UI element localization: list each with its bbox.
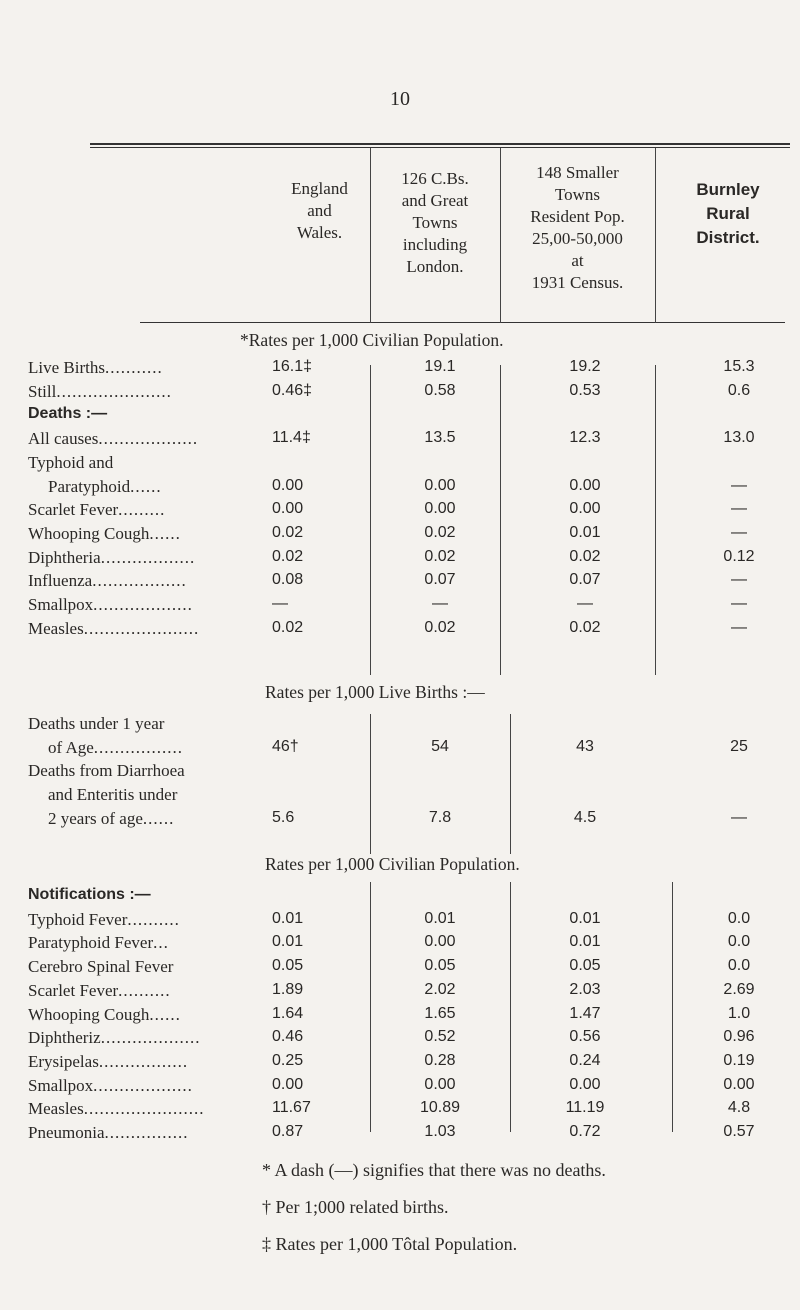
top-rule (90, 143, 790, 145)
row-value: 0.01 (272, 909, 304, 927)
row-label-text: Influenza (28, 571, 93, 591)
row-value: — (577, 595, 593, 612)
row-label-text: and Enteritis under (48, 785, 178, 805)
row-label-text: Measles (28, 1099, 84, 1119)
row-label-text: Pneumonia (28, 1123, 105, 1142)
header-burnley: Burnley Rural District. (696, 180, 760, 247)
leader-dots: ................... (93, 1075, 193, 1095)
row-label-text: Erysipelas (28, 1051, 99, 1071)
row-label-text: Deaths from Diarrhoea (28, 761, 185, 781)
row-value: 0.53 (569, 381, 601, 399)
row-value: — (432, 595, 448, 612)
leader-dots: ...... (149, 523, 181, 543)
row-label-text: Deaths :— (28, 405, 108, 423)
row-label (28, 524, 181, 544)
table-row (0, 957, 800, 981)
row-value: 0.00 (569, 500, 601, 518)
header-divider (655, 148, 656, 323)
row-value: 16.1‡ (272, 358, 313, 375)
row-label (28, 761, 185, 781)
row-value: 0.00 (272, 476, 304, 494)
row-value: 0.24 (569, 1051, 601, 1069)
row-value: 0.0 (727, 933, 751, 951)
row-label (28, 548, 195, 568)
table-row (0, 761, 800, 785)
row-label (28, 910, 180, 930)
row-value: 0.0 (727, 957, 751, 975)
row-value: 0.12 (723, 547, 755, 565)
row-value: 12.3 (569, 429, 601, 447)
leader-dots: ......... (118, 500, 166, 520)
row-label (28, 981, 171, 1001)
header-divider (500, 148, 501, 323)
row-value: 0.52 (424, 1028, 456, 1046)
header-smaller-towns: 148 Smaller Towns Resident Pop. 25,00-50,000 at 1931 Census. (530, 163, 625, 292)
row-label (28, 1123, 189, 1143)
row-value: 46† (272, 737, 299, 755)
row-value: 2.02 (424, 980, 456, 998)
row-label-text: Scarlet Fever (28, 980, 119, 1000)
leader-dots: ................... (100, 1028, 201, 1048)
row-label (28, 1028, 200, 1048)
table-row (0, 910, 800, 934)
table-row (0, 524, 800, 548)
row-value: 19.1 (424, 358, 456, 375)
leader-dots: ...................... (56, 381, 172, 401)
row-value: 0.00 (424, 500, 456, 518)
row-value: 0.07 (569, 571, 601, 589)
row-value: 11.4‡ (272, 429, 311, 447)
table-row (0, 477, 800, 501)
row-value: 0.57 (723, 1123, 755, 1140)
row-label-text: Smallpox (28, 1075, 94, 1095)
table-row (0, 358, 800, 382)
row-value: 0.02 (424, 618, 456, 636)
row-value: 0.00 (569, 476, 601, 494)
section-title: *Rates per 1,000 Civilian Population. (240, 330, 504, 350)
row-value: 0.00 (424, 1075, 456, 1093)
row-value: 13.0 (723, 429, 755, 447)
leader-dots: .......... (118, 980, 171, 1000)
row-value: 10.89 (419, 1099, 461, 1117)
leader-dots: .......... (127, 909, 180, 929)
row-label (28, 1052, 188, 1072)
row-label (48, 809, 174, 829)
header-bottom-rule (140, 322, 785, 323)
row-label (28, 1076, 193, 1096)
row-value: 43 (576, 737, 594, 755)
row-label (48, 738, 183, 758)
row-label-text: Deaths under 1 year (28, 714, 165, 733)
footnote: † Per 1;000 related births. (262, 1197, 449, 1217)
leader-dots: ...... (142, 808, 175, 828)
row-value: 0.01 (569, 523, 601, 541)
leader-dots: ....................... (83, 1099, 205, 1119)
row-value: — (731, 500, 747, 518)
row-label-text: Whooping Cough (28, 1004, 150, 1024)
footnote: * A dash (—) signifies that there was no deaths. (262, 1160, 606, 1180)
row-value: 0.02 (272, 547, 304, 565)
row-label (28, 500, 165, 520)
row-label (28, 382, 172, 402)
table-row (0, 1052, 800, 1076)
row-value: 0.58 (424, 381, 456, 399)
row-value: 1.64 (272, 1004, 304, 1022)
row-value: 0.6 (727, 381, 751, 399)
row-value: — (731, 523, 747, 541)
row-value: 0.02 (569, 547, 601, 565)
row-value: 54 (431, 737, 449, 755)
row-value: 7.8 (428, 808, 452, 826)
row-label (28, 453, 113, 473)
table-row (0, 1123, 800, 1147)
row-value: 1.89 (272, 980, 304, 998)
row-value: 0.05 (569, 957, 601, 975)
leader-dots: ........... (104, 358, 163, 377)
row-label-text: Diphtheria (28, 547, 101, 567)
row-value: 0.46‡ (272, 381, 313, 399)
row-label-text: Notifications :— (28, 886, 151, 903)
row-value: 0.87 (272, 1123, 304, 1140)
table-row (0, 981, 800, 1005)
leader-dots: ................... (93, 595, 193, 614)
row-value: 0.00 (272, 500, 304, 518)
row-value: — (731, 595, 747, 612)
footnote: ‡ Rates per 1,000 Tôtal Population. (262, 1234, 518, 1254)
row-label-text: Typhoid Fever (28, 909, 128, 929)
leader-dots: .................. (100, 547, 196, 567)
row-value: 0.05 (272, 957, 304, 975)
leader-dots: ...... (149, 1004, 181, 1024)
row-value: 11.67 (272, 1099, 311, 1117)
table-row (0, 429, 800, 453)
row-value: — (731, 476, 747, 494)
table-row (0, 1076, 800, 1100)
header-england-wales: England and Wales. (291, 179, 348, 242)
row-label (28, 1099, 204, 1119)
row-value: 15.3 (723, 358, 755, 375)
table-row (0, 809, 800, 833)
table-row (0, 571, 800, 595)
row-label-text: Smallpox (28, 595, 94, 614)
row-value: 0.02 (569, 618, 601, 636)
row-value: 0.19 (723, 1051, 755, 1069)
row-value: 0.02 (424, 523, 456, 541)
leader-dots: ...... (130, 476, 162, 496)
row-value: 4.8 (727, 1099, 751, 1117)
row-label (28, 595, 193, 615)
row-value: 0.05 (424, 957, 456, 975)
row-label-text: Paratyphoid Fever (28, 933, 154, 953)
row-label (48, 785, 177, 805)
row-label-text: Scarlet Fever (28, 500, 119, 520)
leader-dots: ................ (104, 1123, 189, 1142)
header-divider (370, 148, 371, 323)
row-label-text: Still (28, 381, 57, 401)
row-value: 0.00 (424, 933, 456, 951)
table-row (0, 405, 800, 429)
row-value: 4.5 (573, 808, 597, 826)
table-row (0, 714, 800, 738)
section-title: Rates per 1,000 Civilian Population. (265, 854, 520, 874)
row-label-text: Cerebro Spinal Fever (28, 957, 174, 977)
row-label-text: Paratyphoid (48, 476, 131, 496)
table-row (0, 1099, 800, 1123)
table-row (0, 595, 800, 619)
section-title: Rates per 1,000 Live Births :— (265, 682, 485, 702)
row-value: — (731, 808, 747, 826)
row-value: 0.07 (424, 571, 456, 589)
row-value: 0.72 (569, 1123, 601, 1140)
row-value: 25 (730, 737, 748, 755)
row-value: 0.02 (424, 547, 456, 565)
leader-dots: .................. (92, 571, 187, 591)
row-label-text: of Age (48, 737, 94, 757)
row-value: 0.01 (569, 933, 601, 951)
leader-dots: ... (153, 933, 169, 953)
row-label-text: Whooping Cough (28, 523, 150, 543)
row-label (28, 933, 169, 953)
row-label-text: Typhoid and (28, 452, 114, 472)
row-label (28, 358, 163, 378)
table-row (0, 619, 800, 643)
row-value: 0.02 (272, 618, 304, 636)
row-label (28, 957, 173, 977)
table-row (0, 933, 800, 957)
row-label (28, 886, 151, 904)
page-number: 10 (390, 88, 410, 110)
row-label (28, 405, 107, 423)
row-label-text: Live Births (28, 358, 105, 377)
row-label-text: Measles (28, 618, 84, 638)
row-value: 2.03 (569, 980, 601, 998)
header-great-towns: 126 C.Bs. and Great Towns including London. (401, 169, 469, 276)
row-value: — (731, 618, 747, 636)
row-label (28, 1005, 181, 1025)
row-value: 0.0 (727, 909, 751, 927)
row-value: 2.69 (723, 980, 755, 998)
table-row (0, 500, 800, 524)
table-row (0, 1028, 800, 1052)
row-value: 0.56 (569, 1028, 601, 1046)
table-row (0, 1005, 800, 1029)
table-row (0, 548, 800, 572)
table-row (0, 453, 800, 477)
row-value: 0.25 (272, 1051, 304, 1069)
row-value: 0.00 (424, 476, 456, 494)
row-value: 1.47 (569, 1004, 601, 1022)
row-value: 0.96 (723, 1028, 755, 1046)
row-value: 0.01 (569, 909, 601, 927)
row-label-text: 2 years of age (48, 808, 143, 828)
leader-dots: ................. (98, 1051, 189, 1071)
row-value: 0.08 (272, 571, 304, 589)
leader-dots: ...................... (83, 618, 200, 638)
row-value: 0.02 (272, 523, 304, 541)
table-row (0, 382, 800, 406)
table-row (0, 886, 800, 910)
row-value: — (731, 571, 747, 589)
row-value: 1.65 (424, 1004, 456, 1022)
row-value: 11.19 (565, 1099, 605, 1117)
row-label-text: All causes (28, 429, 99, 449)
table-row (0, 738, 800, 762)
row-label-text: Diphtheriz (28, 1028, 101, 1048)
row-value: 0.01 (272, 933, 304, 951)
row-value: 0.00 (569, 1075, 601, 1093)
row-value: 5.6 (272, 808, 295, 826)
row-label (28, 571, 187, 591)
row-value: 1.0 (727, 1004, 751, 1022)
table-row (0, 785, 800, 809)
row-value: 0.01 (424, 909, 456, 927)
row-value: 0.00 (272, 1075, 304, 1093)
row-value: 1.03 (424, 1123, 456, 1140)
row-label (28, 714, 164, 734)
leader-dots: ................... (98, 429, 199, 449)
row-value: 0.00 (723, 1075, 755, 1093)
top-rule-thin (90, 147, 790, 148)
row-value: 13.5 (424, 429, 456, 447)
row-value: — (272, 595, 288, 612)
row-value: 19.2 (569, 358, 601, 375)
row-label (28, 429, 198, 449)
row-label (48, 477, 162, 497)
leader-dots: ................. (93, 737, 184, 757)
row-label (28, 619, 199, 639)
row-value: 0.46 (272, 1028, 304, 1046)
row-value: 0.28 (424, 1051, 456, 1069)
